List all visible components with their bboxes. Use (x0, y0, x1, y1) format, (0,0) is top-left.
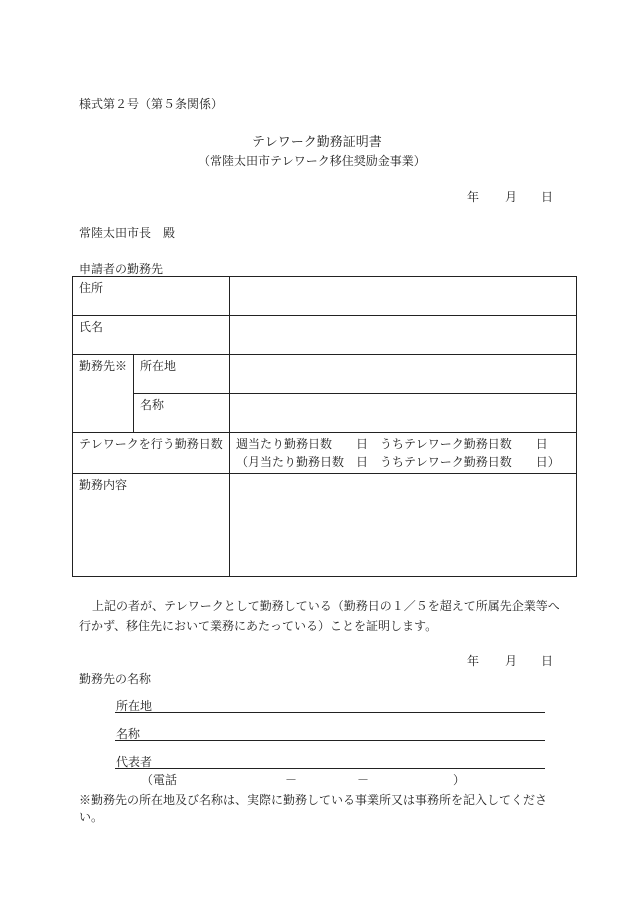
addressee: 常陸太田市長 殿 (79, 226, 176, 240)
duties-field[interactable] (230, 474, 577, 577)
date-month: 月 (505, 190, 518, 204)
name-label: 氏名 (73, 316, 230, 355)
address-field[interactable] (230, 277, 577, 316)
cert-date-month: 月 (505, 654, 518, 668)
certification-line-1: 上記の者が、テレワークとして勤務している（勤務日の１／５を超えて所属先企業等へ (92, 599, 560, 613)
phone-field[interactable]: （電話 － － ） (141, 773, 466, 787)
employer-name-label: 勤務先の名称 (79, 672, 152, 686)
workplace-name-label: 名称 (134, 394, 230, 433)
workplace-name-field[interactable] (230, 394, 577, 433)
employer-heading: 申請者の勤務先 (79, 262, 164, 276)
cert-name-label: 名称 (116, 727, 141, 741)
location-label: 所在地 (134, 355, 230, 394)
form-number: 様式第２号（第５条関係） (79, 97, 224, 111)
cert-location-line[interactable] (115, 711, 545, 713)
location-field[interactable] (230, 355, 577, 394)
address-label: 住所 (73, 277, 230, 316)
note-line-1: ※勤務先の所在地及び名称は、実際に勤務している事業所又は事務所を記入してくださ (79, 793, 548, 807)
telework-days-label: テレワークを行う勤務日数 (73, 433, 230, 474)
name-field[interactable] (230, 316, 577, 355)
document-subtitle: （常陸太田市テレワーク移住奨励金事業） (198, 154, 426, 168)
duties-label: 勤務内容 (73, 474, 230, 577)
note-line-2: い。 (79, 810, 104, 824)
telework-days-field[interactable] (230, 433, 577, 474)
cert-date-day: 日 (541, 654, 554, 668)
weekly-days: 週当たり勤務日数 日 うちテレワーク勤務日数 日 (236, 437, 548, 451)
date-year: 年 (467, 190, 480, 204)
cert-location-label: 所在地 (116, 699, 153, 713)
workplace-label: 勤務先※ (73, 355, 134, 433)
representative-label: 代表者 (116, 755, 153, 769)
monthly-days: （月当たり勤務日数 日 うちテレワーク勤務日数 日） (236, 455, 560, 469)
employer-table (72, 276, 577, 577)
certification-line-2: 行かず、移住先において業務にあたっている）ことを証明します。 (79, 619, 438, 633)
date-day: 日 (541, 190, 554, 204)
document-title: テレワーク勤務証明書 (252, 135, 382, 150)
cert-name-line[interactable] (115, 739, 545, 741)
cert-date-year: 年 (467, 654, 480, 668)
representative-line[interactable] (115, 767, 545, 769)
